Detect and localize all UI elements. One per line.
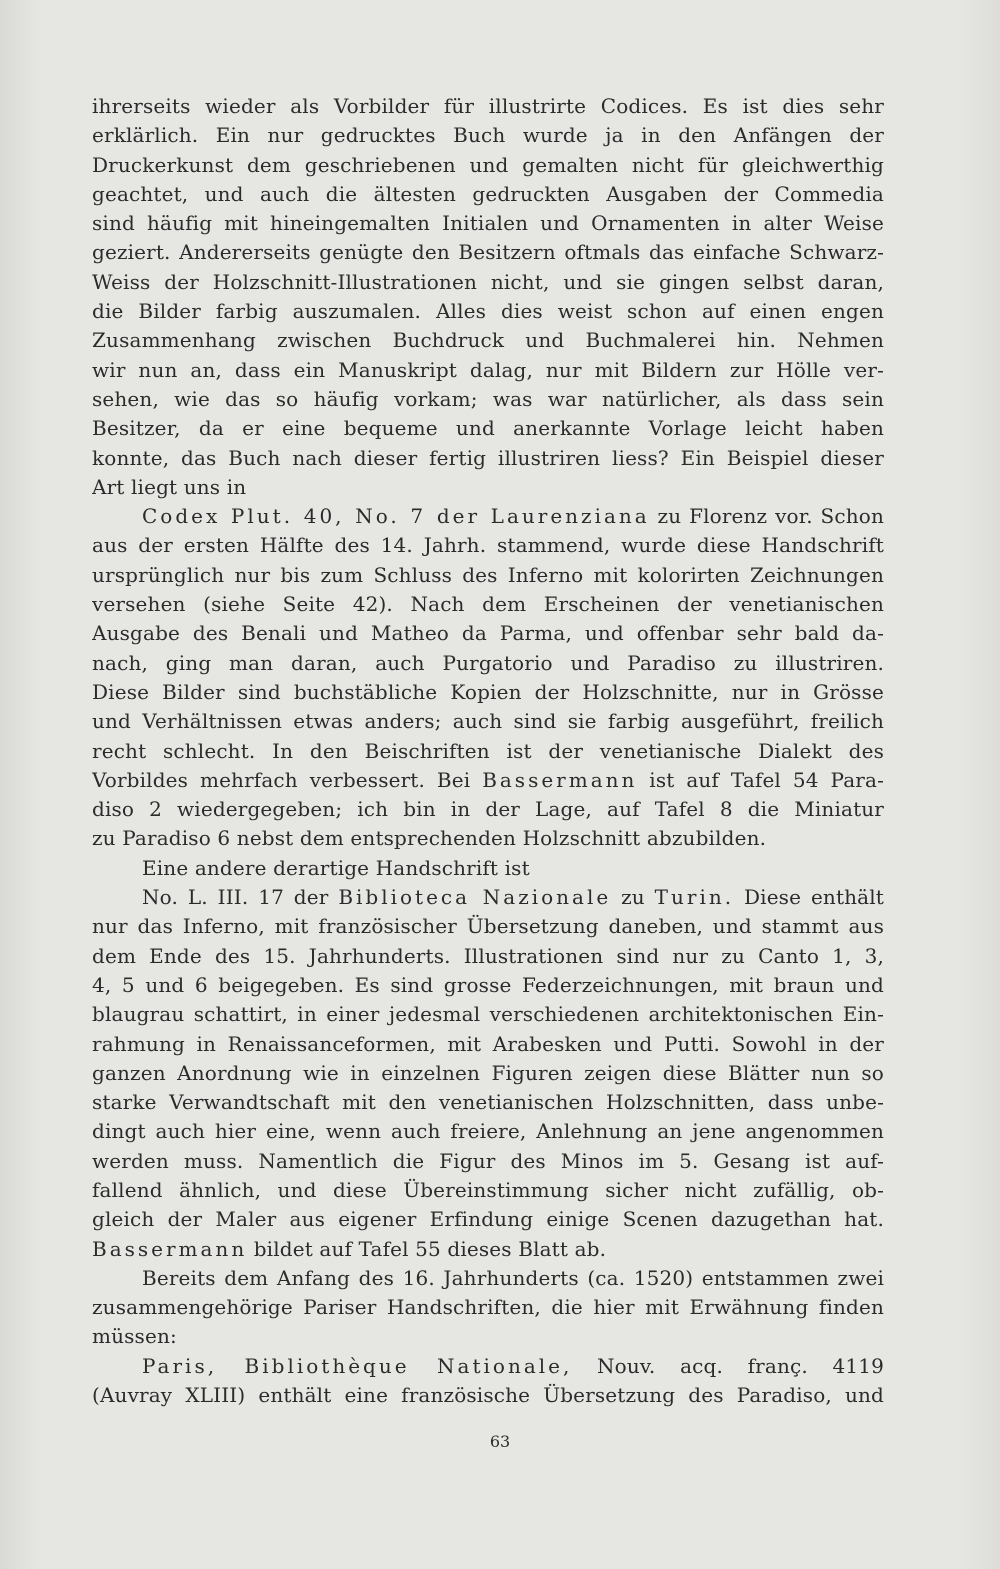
text-run: dem Ende des 15. Jahrhunderts. Illustrationen sind nur zu Canto 1, 3, — [92, 943, 884, 968]
text-run: und Verhältnissen etwas anders; auch sind sie farbig ausgeführt, freilich — [92, 709, 884, 734]
text-line — [92, 209, 884, 238]
text-run: gleich der Maler aus eigener Erfindung einige Scenen dazugethan hat. — [92, 1207, 884, 1232]
text-line — [92, 590, 884, 619]
text-run: Nouv. acq. franç. 4119 — [572, 1353, 884, 1378]
text-line — [92, 1205, 884, 1234]
text-run: konnte, das Buch nach dieser fertig illustriren liess? Ein Beispiel dieser — [92, 445, 884, 470]
text-run: ist auf Tafel 54 Para- — [637, 767, 884, 792]
text-run: Ausgabe des Benali und Matheo da Parma, und offenbar sehr bald da- — [92, 621, 884, 646]
text-line — [92, 707, 884, 736]
text-run: Diese Bilder sind buchstäbliche Kopien der Holzschnitte, nur in Grösse — [92, 679, 884, 704]
text-run: fallend ähnlich, und diese Übereinstimmung sicher nicht zufällig, ob- — [92, 1177, 884, 1202]
text-run: Zusammenhang zwischen Buchdruck und Buchmalerei hin. Nehmen — [92, 328, 884, 353]
text-line — [92, 824, 884, 853]
text-line — [92, 619, 884, 648]
text-run: No. L. III. 17 der — [142, 885, 339, 910]
text-run: (Auvray XLIII) enthält eine französische Übersetzung des Paradiso, und — [92, 1383, 884, 1408]
page-number: 63 — [489, 1432, 511, 1451]
text-line — [92, 1293, 884, 1322]
text-line — [92, 1176, 884, 1205]
text-run: versehen (siehe Seite 42). Nach dem Erscheinen der venetianischen — [92, 592, 884, 617]
text-run: erklärlich. Ein nur gedrucktes Buch wurde ja in den Anfängen der — [92, 123, 884, 148]
text-run: Besitzer, da er eine bequeme und anerkannte Vorlage leicht haben — [92, 416, 884, 441]
text-run: dingt auch hier eine, wenn auch freiere, Anlehnung an jene angenommen — [92, 1119, 884, 1144]
text-run: sind häufig mit hineingemalten Initialen und Ornamenten in alter Weise — [92, 211, 884, 236]
text-run: starke Verwandtschaft mit den venetianischen Holzschnitten, dass unbe- — [92, 1090, 884, 1115]
text-line — [92, 1147, 884, 1176]
text-run: nur das Inferno, mit französischer Übersetzung daneben, und stammt aus — [92, 914, 884, 939]
text-run: werden muss. Namentlich die Figur des Minos im 5. Gesang ist auf- — [92, 1148, 884, 1173]
text-run: rahmung in Renaissanceformen, mit Arabesken und Putti. Sowohl in der — [92, 1031, 884, 1056]
text-line — [92, 649, 884, 678]
spaced-text: Paris, Bibliothèque Nationale, — [142, 1353, 573, 1378]
text-run: müssen: — [92, 1324, 177, 1349]
text-run: Art liegt uns in — [92, 474, 247, 499]
body-text — [92, 92, 884, 1410]
text-run: blaugrau schattirt, in einer jedesmal verschiedenen architektonischen Ein- — [92, 1002, 884, 1027]
text-line — [92, 1264, 884, 1293]
text-run: sehen, wie das so häufig vorkam; was war natürlicher, als dass sein — [92, 386, 884, 411]
text-line — [92, 883, 884, 912]
text-run: zusammengehörige Pariser Handschriften, die hier mit Erwähnung finden — [92, 1295, 884, 1320]
text-line — [92, 1088, 884, 1117]
text-line — [92, 1000, 884, 1029]
text-line — [92, 1322, 884, 1351]
text-line — [92, 121, 884, 150]
spaced-text: der Laurenziana — [436, 504, 650, 529]
text-line — [92, 766, 884, 795]
text-run: aus der ersten Hälfte des 14. Jahrh. stammend, wurde diese Handschrift — [92, 533, 884, 558]
text-run: diso 2 wiedergegeben; ich bin in der Lage, auf Tafel 8 die Miniatur — [92, 797, 884, 822]
text-line — [92, 151, 884, 180]
text-run: recht schlecht. In den Beischriften ist der venetianische Dialekt des — [92, 738, 884, 763]
text-run: Diese enthält — [734, 885, 884, 910]
text-run: Bereits dem Anfang des 16. Jahrhunderts (ca. 1520) entstammen zwei — [142, 1265, 884, 1290]
text-run: ganzen Anordnung wie in einzelnen Figuren zeigen diese Blätter nun so — [92, 1060, 884, 1085]
text-line — [92, 561, 884, 590]
text-line — [92, 326, 884, 355]
text-run: zu Florenz vor. Schon — [649, 504, 884, 529]
text-line — [92, 854, 884, 883]
text-run: 4, 5 und 6 beigegeben. Es sind grosse Federzeichnungen, mit braun und — [92, 972, 884, 997]
text-run: zu Paradiso 6 nebst dem entsprechenden Holzschnitt abzubilden. — [92, 826, 767, 851]
text-line — [92, 414, 884, 443]
text-line — [92, 1030, 884, 1059]
text-line — [92, 444, 884, 473]
text-line — [92, 268, 884, 297]
text-line — [92, 1059, 884, 1088]
text-run: geachtet, und auch die ältesten gedruckten Ausgaben der Commedia — [92, 181, 884, 206]
text-run: Eine andere derartige Handschrift ist — [142, 855, 530, 880]
text-line — [92, 795, 884, 824]
text-run: ihrerseits wieder als Vorbilder für illustrirte Codices. Es ist dies sehr — [92, 94, 884, 118]
text-line — [92, 531, 884, 560]
spaced-text: Codex Plut. 40, No. 7 — [142, 504, 437, 529]
text-run: bildet auf Tafel 55 dieses Blatt ab. — [247, 1236, 607, 1261]
text-line — [92, 238, 884, 267]
spaced-text: Turin. — [654, 885, 735, 910]
spaced-text: Biblioteca Nazionale — [338, 885, 612, 910]
text-run: Vorbildes mehrfach verbessert. Bei — [92, 767, 483, 792]
text-line — [92, 297, 884, 326]
text-line — [92, 1352, 884, 1381]
text-line — [92, 678, 884, 707]
text-run: zu — [611, 885, 655, 910]
text-line — [92, 92, 884, 121]
text-run: Weiss der Holzschnitt-Illustrationen nicht, und sie gingen selbst daran, — [92, 269, 884, 294]
text-line — [92, 737, 884, 766]
text-line — [92, 385, 884, 414]
spaced-text: Bassermann — [482, 767, 638, 792]
text-line — [92, 473, 884, 502]
text-line — [92, 1381, 884, 1410]
text-run: ursprünglich nur bis zum Schluss des Inferno mit kolorirten Zeichnungen — [92, 562, 884, 587]
text-line — [92, 971, 884, 1000]
text-run: geziert. Andererseits genügte den Besitzern oftmals das einfache Schwarz- — [92, 240, 884, 265]
text-line — [92, 912, 884, 941]
spaced-text: Bassermann — [92, 1236, 248, 1261]
text-run: die Bilder farbig auszumalen. Alles dies weist schon auf einen engen — [92, 299, 884, 324]
text-line — [92, 180, 884, 209]
text-run: nach, ging man daran, auch Purgatorio und Paradiso zu illustriren. — [92, 650, 884, 675]
text-line — [92, 1117, 884, 1146]
text-run: wir nun an, dass ein Manuskript dalag, nur mit Bildern zur Hölle ver- — [92, 357, 884, 382]
text-line — [92, 502, 884, 531]
text-line — [92, 942, 884, 971]
text-line — [92, 356, 884, 385]
text-line — [92, 1235, 884, 1264]
text-run: Druckerkunst dem geschriebenen und gemalten nicht für gleichwerthig — [92, 152, 884, 177]
